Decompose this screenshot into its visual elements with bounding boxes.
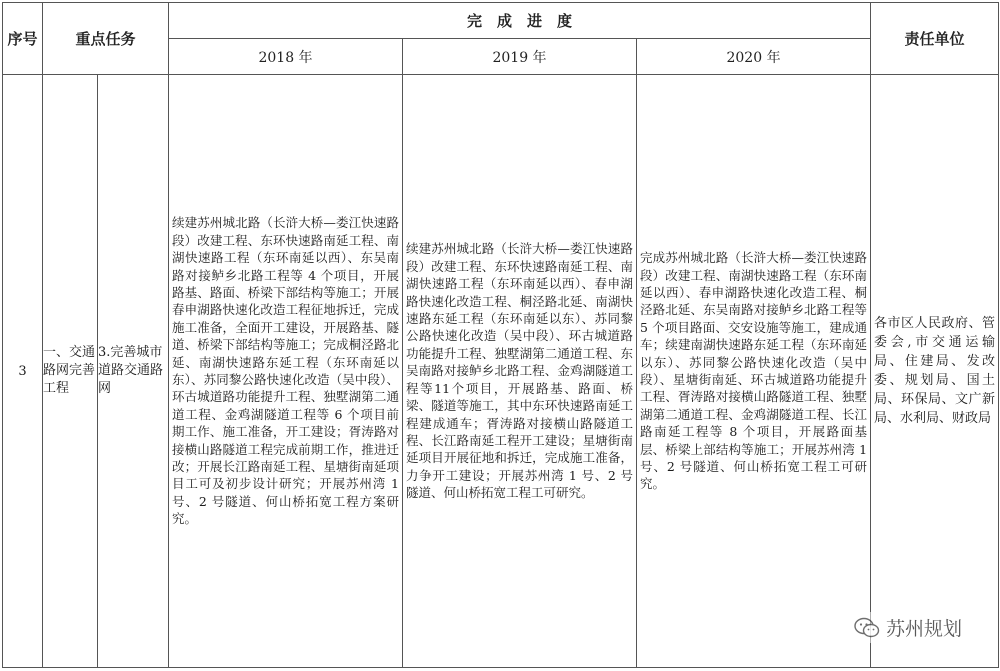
wechat-icon [854, 617, 880, 639]
cell-unit [871, 75, 999, 668]
cell-2020-text: 完成苏州城北路（长浒大桥—娄江快速路段）改建工程、南湖快速路工程（东环南延以西）、春申湖路快速化改造工程、桐泾路北延、东吴南路对接鲈乡北路工程等 5 个项目路面、交安设施等施工，建成通车；续建南湖快速路东延工程（东环南延以东）、苏同黎公路快速化改造（吴中段）、星塘街南延、环古城道路功能提升工程、胥涛路对接横山路隧道工程、独墅湖第二通道工程、金鸡湖隧道工程、长江路南延工程等 8 个项目，开展路面基层、桥梁上部结构等施工；开展苏州湾 1 号、2 号隧道、何山桥拓宽工程工可研究。 [640, 250, 868, 492]
row-subtask: 3.完善城市道路交通路网 [98, 75, 169, 668]
row-task: 一、交通路网完善工程 [43, 75, 98, 668]
wechat-watermark [850, 612, 966, 643]
progress-table [2, 2, 999, 668]
table-row [3, 75, 999, 668]
cell-2019-text: 续建苏州城北路（长浒大桥—娄江快速路段）改建工程、东环快速路南延工程、南湖快速路工程（东环南延以西）、春申湖路快速化改造工程、桐泾路北延、南湖快速路东延工程（东环南延以东）、苏同黎公路快速化改造（吴中段）、环古城道路功能提升工程、独墅湖第二通道工程、东吴南路对接鲈乡北路工程、金鸡湖隧道工程等11个项目，开展路基、路面、桥梁、隧道等施工，其中东环快速路南延工程建成通车；胥涛路对接横山路隧道工程、长江路南延工程开工建设；星塘街南延项目开展征地和拆迁，完成施工准备，力争开工建设；开展苏州湾 1 号、2 号隧道、何山桥拓宽工程工可研究。 [406, 241, 634, 501]
watermark-text: 苏州规划 [885, 618, 962, 640]
cell-2019 [403, 75, 637, 668]
header-task: 重点任务 [43, 3, 169, 75]
header-progress: 完 成 进 度 [169, 3, 871, 39]
header-row-1 [3, 3, 999, 39]
cell-2018-text: 续建苏州城北路（长浒大桥—娄江快速路段）改建工程、东环快速路南延工程、南湖快速路工程（东环南延以西）、东吴南路对接鲈乡北路工程等 4 个项目，开展路基、路面、桥梁下部结构等施工；开展春申湖路快速化改造工程征地拆迁，完成施工准备，全面开工建设，开展路基、隧道、桥梁下部结构等施工；完成桐泾路北延、南湖快速路东延工程（东环南延以东）、苏同黎公路快速化改造（吴中段）、环古城道路功能提升工程、独墅湖第二通道工程、金鸡湖隧道工程等 6 个项目前期工作、施工准备，开工建设；胥涛路对接横山路隧道工程完成前期工作，推进迁改；开展长江路南延工程、星塘街南延项目工可及初步设计研究；开展苏州湾 1 号、2 号隧道、何山桥拓宽工程方案研究。 [172, 215, 400, 527]
cell-2020 [637, 75, 871, 668]
header-year-2018: 2018 年 [169, 39, 403, 75]
header-year-2020: 2020 年 [637, 39, 871, 75]
row-no: 3 [3, 75, 43, 668]
header-year-2019: 2019 年 [403, 39, 637, 75]
cell-unit-text: 各市区人民政府、管委会,市交通运输局、住建局、发改委、规划局、国土局、环保局、文广新局、水利局、财政局 [874, 316, 996, 426]
header-unit: 责任单位 [871, 3, 999, 75]
cell-2018 [169, 75, 403, 668]
header-no: 序号 [3, 3, 43, 75]
